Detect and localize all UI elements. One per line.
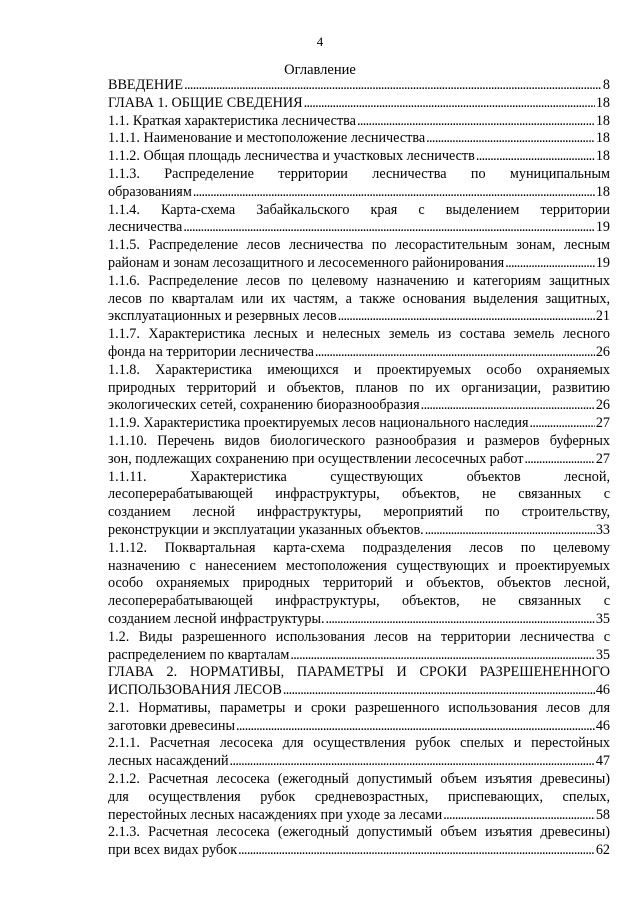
toc-entry-page: 33 [595, 521, 610, 538]
toc-entry-title: созданием лесной инфраструктуры. [108, 610, 325, 627]
toc-dot-leader [238, 842, 595, 860]
toc-entry-title: 1.1.2. Общая площадь лесничества и участковых лесничеств [108, 148, 475, 165]
toc-entry-title: перестойных лесных насаждениях при уходе за лесами [108, 806, 443, 823]
toc-entry-title: ВВЕДЕНИЕ [108, 77, 184, 93]
toc-entry[interactable] [108, 700, 610, 736]
toc-entry-title: эксплуатационных и резервных лесов [108, 308, 337, 325]
toc-entry-line: ГЛАВА 2. НОРМАТИВЫ, ПАРАМЕТРЫ И СРОКИ РАЗРЕШЕНЕННОГО [108, 664, 610, 681]
toc-dot-leader [290, 647, 594, 665]
toc-dot-leader [426, 130, 595, 148]
toc-entry-page: 46 [595, 682, 610, 699]
toc-entry-line: 1.2. Виды разрешенного использования лесов на территории лесничества с [108, 628, 610, 645]
toc-entry-line: 2.1. Нормативы, параметры и сроки разрешенного использования лесов для [108, 699, 610, 716]
toc-entry[interactable] [108, 95, 610, 113]
toc-entry-page: 18 [595, 183, 610, 200]
toc-entry-line: лесоперерабатывающей инфраструктуры, объектов, не связанных с [108, 593, 610, 610]
toc-dot-leader [505, 255, 595, 273]
toc-entry[interactable] [108, 148, 610, 166]
toc-dot-leader [338, 308, 595, 326]
toc-entry-line: для осуществления рубок средневозрастных, приспевающих, спелых, [108, 788, 610, 805]
toc-entry-page: 21 [595, 308, 610, 325]
toc-entry-line: 1.1.12. Поквартальная карта-схема подразделения лесов по целевому [108, 539, 610, 556]
toc-entry-page: 58 [595, 806, 610, 823]
toc-entry-line: 1.1.5. Распределение лесов лесничества по лесорастительным зонам, лесным [108, 237, 610, 254]
toc-entry-line: 1.1.7. Характеристика лесных и нелесных земель из состава земель лесного [108, 326, 610, 343]
toc-entry-line: 1.1.4. Карта-схема Забайкальского края с выделением территории [108, 201, 610, 218]
toc-entry-line: 2.1.3. Расчетная лесосека (ежегодный допустимый объем изъятия древесины) [108, 824, 610, 841]
toc-entry[interactable] [108, 113, 610, 131]
toc-title: Оглавление [284, 62, 356, 78]
toc-dot-leader [443, 807, 595, 825]
toc-entry-title: реконструкции и эксплуатации указанных объектов. [108, 521, 424, 538]
toc-entry-title: 1.1.9. Характеристика проектируемых лесов национального наследия [108, 415, 529, 432]
toc-entry-page: 62 [595, 842, 610, 859]
toc-dot-leader [183, 219, 595, 237]
toc-dot-leader [304, 95, 595, 113]
toc-entry-page: 8 [602, 77, 610, 93]
toc-entry-title: при всех видах рубок [108, 842, 238, 859]
toc-entry[interactable] [108, 362, 610, 415]
toc-entry[interactable] [108, 664, 610, 700]
toc-entry-page: 47 [595, 753, 610, 770]
toc-entry[interactable] [108, 237, 610, 273]
toc-entry-line: 1.1.11. Характеристика существующих объектов лесной, [108, 468, 610, 485]
toc-dot-leader [230, 753, 595, 771]
toc-entry-line: назначению с нанесением местоположения существующих и проектируемых [108, 557, 610, 574]
toc-entry[interactable] [108, 415, 610, 433]
toc-entry[interactable] [108, 433, 610, 469]
toc-entry[interactable] [108, 166, 610, 202]
toc-entry[interactable] [108, 469, 610, 540]
toc-entry-line: 1.1.10. Перечень видов биологического разнообразия и размеров буферных [108, 432, 610, 449]
toc-entry-line: природных территорий и объектов, планов по их организации, развитию [108, 379, 610, 396]
toc-dot-leader [421, 397, 595, 415]
toc-entry[interactable] [108, 629, 610, 665]
toc-entry-title: распределением по кварталам [108, 646, 290, 663]
toc-entry-line: 1.1.8. Характеристика имеющихся и проектируемых особо охраняемых [108, 361, 610, 378]
toc-entry-page: 19 [595, 219, 610, 236]
toc-dot-leader [326, 611, 595, 629]
toc-entry-title: районам и зонам лесозащитного и лесосеменного районирования [108, 254, 505, 271]
toc-entry[interactable] [108, 77, 610, 95]
toc-entry[interactable] [108, 824, 610, 860]
toc-entry-page: 19 [595, 254, 610, 271]
toc-entry-title: заготовки древесины [108, 717, 236, 734]
toc-dot-leader [236, 718, 595, 736]
toc-entry-title: лесничества [108, 219, 183, 236]
toc-entry-page: 26 [595, 343, 610, 360]
toc-entry-line: созданием лесной инфраструктуры, мероприятий по строительству, [108, 504, 610, 521]
toc-entry-page: 35 [595, 610, 610, 627]
page-number: 4 [316, 34, 324, 49]
toc-dot-leader [476, 148, 595, 166]
toc-dot-leader [315, 344, 595, 362]
toc-entry-page: 35 [595, 646, 610, 663]
toc-entry-title: экологических сетей, сохранению биоразнообразия [108, 397, 420, 414]
toc-entry[interactable] [108, 273, 610, 326]
toc-dot-leader [530, 415, 595, 433]
toc-entry-title: ГЛАВА 1. ОБЩИЕ СВЕДЕНИЯ [108, 94, 303, 111]
toc-entry-line: 2.1.1. Расчетная лесосека для осуществления рубок спелых и перестойных [108, 735, 610, 752]
toc-entry-title: образованиям [108, 183, 192, 200]
toc-entry-title: зон, подлежащих сохранению при осуществлении лесосечных работ [108, 450, 524, 467]
toc-entry-page: 18 [595, 130, 610, 147]
toc-entry-page: 18 [595, 148, 610, 165]
toc-entry[interactable] [108, 771, 610, 824]
toc-dot-leader [357, 113, 595, 131]
toc-entry-page: 18 [595, 94, 610, 111]
toc-dot-leader [524, 451, 594, 469]
toc-entry[interactable] [108, 540, 610, 629]
toc-entry[interactable] [108, 735, 610, 771]
toc-entry-line: 2.1.2. Расчетная лесосека (ежегодный допустимый объем изъятия древесины) [108, 771, 610, 788]
toc-dot-leader [193, 184, 595, 202]
toc-entry-line: лесов по кварталам или их частям, а также основания выделения защитных, [108, 290, 610, 307]
toc-entry-page: 26 [595, 397, 610, 414]
toc-entry-page: 18 [595, 112, 610, 129]
table-of-contents [108, 77, 610, 860]
toc-entry[interactable] [108, 202, 610, 238]
toc-entry-title: 1.1.1. Наименование и местоположение лесничества [108, 130, 426, 147]
toc-entry-line: лесоперерабатывающей инфраструктуры, объектов, не связанных с [108, 486, 610, 503]
toc-entry-title: лесных насаждений [108, 753, 229, 770]
toc-entry-line: 1.1.6. Распределение лесов по целевому назначению и категориям защитных [108, 272, 610, 289]
toc-dot-leader [184, 77, 602, 95]
toc-entry-title: ИСПОЛЬЗОВАНИЯ ЛЕСОВ [108, 682, 282, 699]
toc-entry-title: 1.1. Краткая характеристика лесничества [108, 112, 356, 129]
toc-entry[interactable] [108, 326, 610, 362]
toc-entry[interactable] [108, 130, 610, 148]
toc-entry-page: 27 [595, 415, 610, 432]
toc-entry-page: 46 [595, 717, 610, 734]
toc-entry-page: 27 [595, 450, 610, 467]
toc-entry-line: особо охраняемых природных территорий и объектов, объектов лесной, [108, 575, 610, 592]
toc-entry-line: 1.1.3. Распределение территории лесничества по муниципальным [108, 165, 610, 182]
toc-dot-leader [425, 522, 595, 540]
toc-dot-leader [283, 682, 595, 700]
toc-entry-title: фонда на территории лесничества [108, 343, 314, 360]
